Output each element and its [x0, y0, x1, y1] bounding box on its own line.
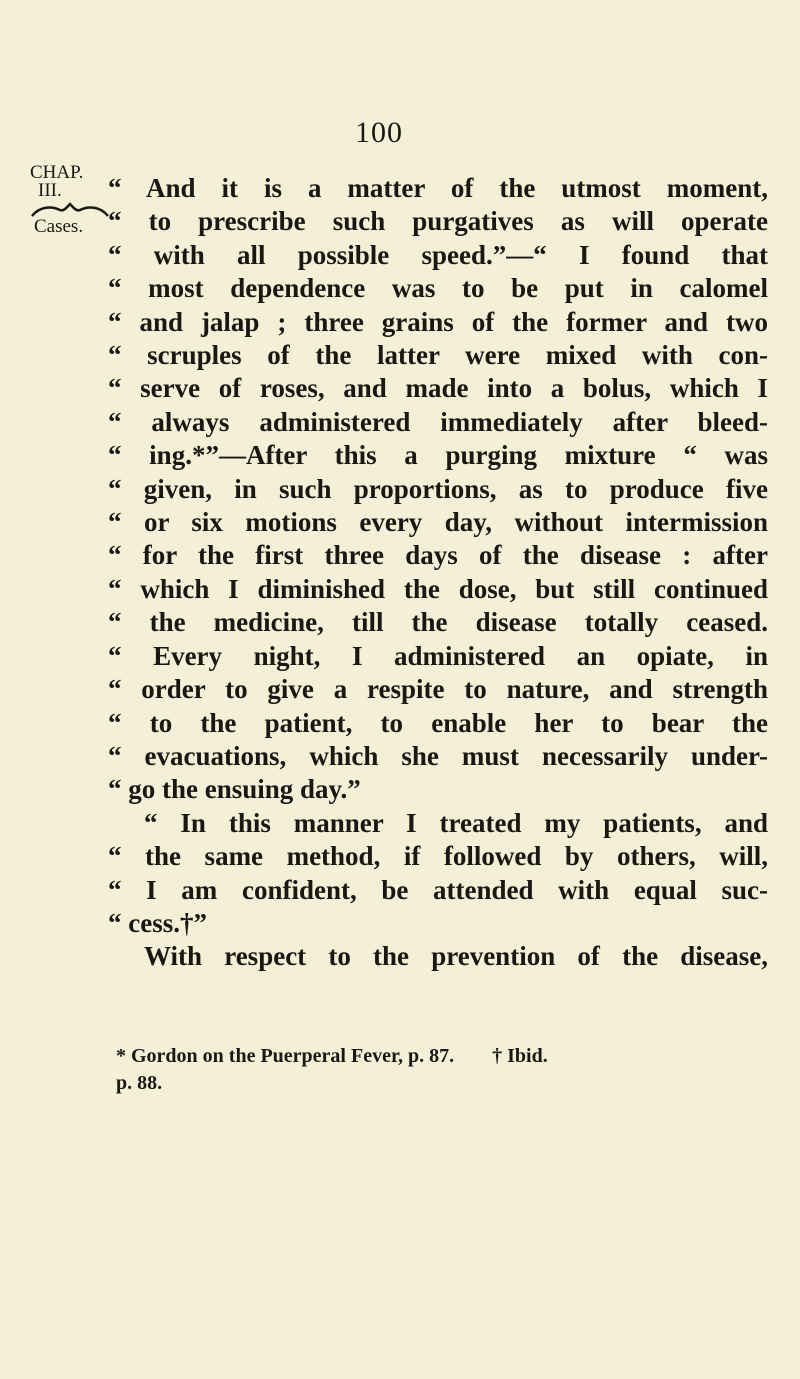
text-line: “ Every night, I administered an opiate, in: [108, 640, 768, 671]
text-line: “ most dependence was to be put in calomel: [108, 273, 768, 304]
text-line: “ And it is a matter of the utmost moment,: [108, 173, 768, 203]
text-line: “ always administered immediately after bleed-: [108, 406, 768, 437]
margin-chapter: CHAP.: [30, 162, 84, 183]
text-line: “ to prescribe such purgatives as will operate: [108, 206, 768, 237]
margin-note: [30, 164, 120, 236]
text-line: “ I am confident, be attended with equal suc-: [108, 874, 768, 905]
text-line: “ with all possible speed.”—“ I found that: [108, 239, 768, 270]
text-line: “ the medicine, till the disease totally ceased.: [108, 607, 768, 638]
text-line: “ for the first three days of the disease : after: [108, 540, 768, 571]
text-line: “ evacuations, which she must necessarily under-: [108, 740, 768, 771]
text-line: “ serve of roses, and made into a bolus, which I: [108, 373, 768, 404]
text-line: “ which I diminished the dose, but still continued: [108, 573, 768, 604]
text-line: “ to the patient, to enable her to bear the: [108, 707, 768, 738]
footnote-continuation: p. 88.: [116, 1072, 163, 1094]
footnote-ibid: † Ibid.: [492, 1045, 548, 1067]
text-line: “ In this manner I treated my patients, and: [144, 807, 768, 838]
footnotes: [116, 1043, 776, 1097]
text-line: “ ing.*”—After this a purging mixture “ was: [108, 440, 768, 471]
text-line: “ the same method, if followed by others, will,: [108, 841, 768, 872]
text-line: “ and jalap ; three grains of the former and two: [108, 306, 768, 337]
body-text: [108, 172, 768, 974]
text-line: “ cess.†”: [108, 907, 207, 938]
text-line: “ given, in such proportions, as to produce five: [108, 473, 768, 504]
text-line: “ go the ensuing day.”: [108, 774, 361, 805]
page-number: 100: [355, 116, 403, 149]
text-line: “ scruples of the latter were mixed with con-: [108, 340, 768, 371]
text-line: “ order to give a respite to nature, and strength: [108, 674, 768, 705]
margin-topic: Cases.: [34, 216, 84, 237]
footnote-line: [116, 1043, 776, 1070]
text-line: With respect to the prevention of the disease,: [144, 941, 768, 972]
margin-chapter-number: III.: [38, 180, 62, 201]
footnote-gordon: * Gordon on the Puerperal Fever, p. 87.: [116, 1045, 455, 1067]
text-line: “ or six motions every day, without intermission: [108, 507, 768, 538]
